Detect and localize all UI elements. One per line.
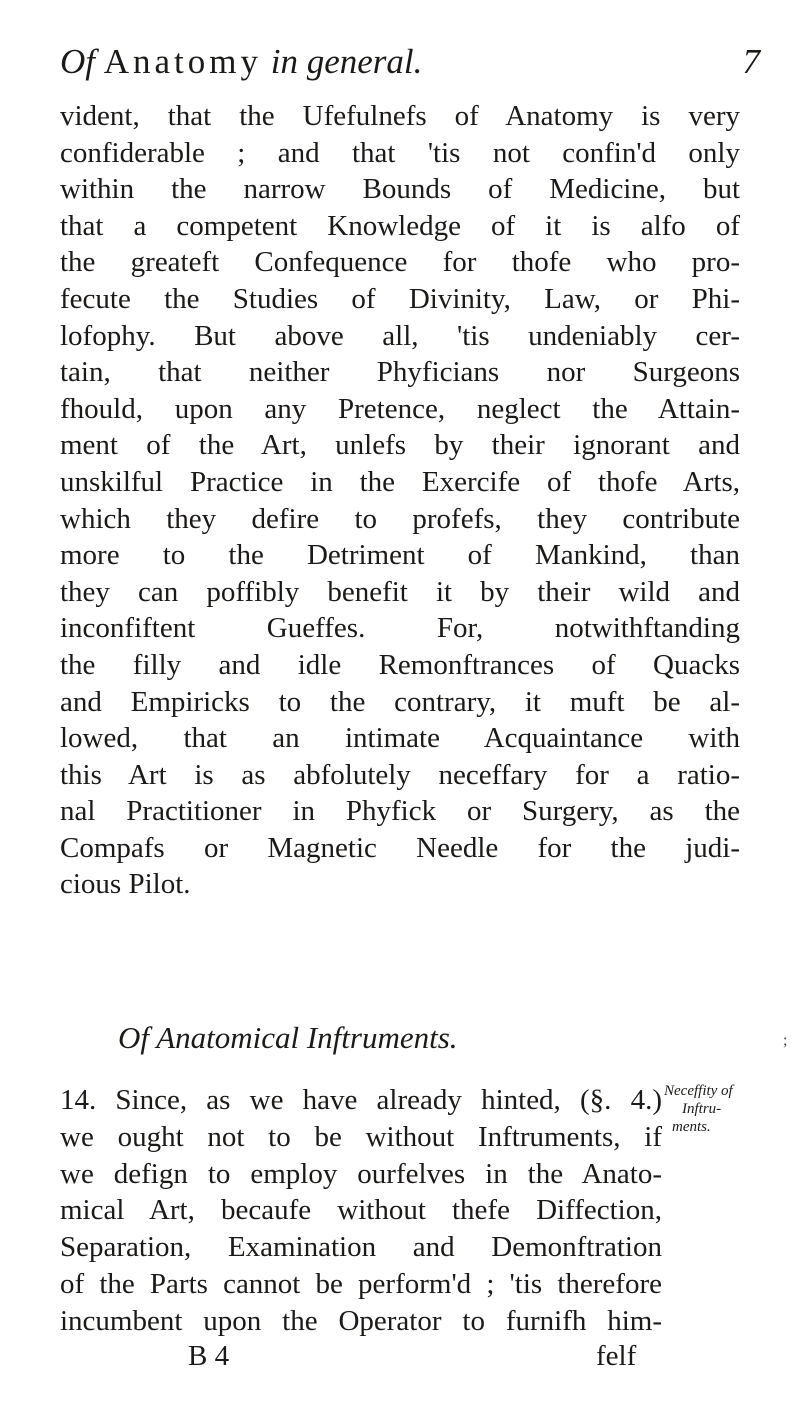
paragraph-1 bbox=[60, 98, 740, 903]
catchword: felf bbox=[596, 1340, 637, 1372]
running-head-anatomy: Anatomy bbox=[103, 42, 263, 81]
text-line: confiderable ; and that 'tis not confin'd only bbox=[60, 136, 740, 169]
text-line: lowed, that an intimate Acquaintance with bbox=[60, 722, 740, 755]
text-line: cious Pilot. bbox=[60, 868, 191, 901]
text-line: we ought not to be without Inftruments, if bbox=[60, 1120, 662, 1153]
margin-note-line: ments. bbox=[672, 1119, 711, 1135]
margin-mark: ; bbox=[783, 1032, 788, 1049]
text-line: and Empiricks to the contrary, it muft be al- bbox=[60, 685, 740, 718]
margin-note bbox=[664, 1082, 800, 1136]
text-line: Compafs or Magnetic Needle for the judi- bbox=[60, 831, 740, 864]
text-line: Separation, Examination and Demonftration bbox=[60, 1231, 662, 1264]
text-line: which they defire to profefs, they contribute bbox=[60, 502, 740, 535]
text-line: this Art is as abfolutely neceffary for a ratio- bbox=[60, 758, 740, 791]
margin-note-line: Inftru- bbox=[682, 1101, 722, 1117]
text-line: tain, that neither Phyficians nor Surgeons bbox=[60, 356, 740, 389]
text-line: that a competent Knowledge of it is alfo of bbox=[60, 209, 740, 242]
running-head-of: Of bbox=[60, 42, 95, 81]
text-line: fecute the Studies of Divinity, Law, or Phi- bbox=[60, 282, 740, 315]
text-line: nal Practitioner in Phyfick or Surgery, as the bbox=[60, 795, 740, 828]
text-line: unskilful Practice in the Exercife of thofe Arts, bbox=[60, 465, 740, 498]
text-line: mical Art, becaufe without thefe Diffection, bbox=[60, 1194, 662, 1227]
text-line: we defign to employ ourfelves in the Anato- bbox=[60, 1157, 662, 1190]
text-line: within the narrow Bounds of Medicine, but bbox=[60, 173, 740, 206]
paragraph-2 bbox=[60, 1082, 662, 1340]
text-line: ment of the Art, unlefs by their ignorant and bbox=[60, 429, 740, 462]
text-line: more to the Detriment of Mankind, than bbox=[60, 539, 740, 572]
text-line: they can poffibly benefit it by their wild and bbox=[60, 575, 740, 608]
signature-mark: B 4 bbox=[188, 1340, 230, 1372]
text-line: incumbent upon the Operator to furnifh him- bbox=[60, 1304, 662, 1337]
text-line: of the Parts cannot be perform'd ; 'tis therefore bbox=[60, 1267, 662, 1300]
text-line: the filly and idle Remonftrances of Quacks bbox=[60, 648, 740, 681]
page-number: 7 bbox=[742, 42, 760, 81]
text-line: fhould, upon any Pretence, neglect the Attain- bbox=[60, 392, 740, 425]
text-line: the greateft Confequence for thofe who pro- bbox=[60, 246, 740, 279]
text-line: vident, that the Ufefulnefs of Anatomy is very bbox=[60, 100, 740, 132]
running-head-in-general: in general. bbox=[270, 42, 423, 81]
running-head bbox=[60, 42, 760, 92]
text-line: inconfiftent Gueffes. For, notwithftanding bbox=[60, 612, 740, 645]
section-heading: Of Anatomical Inftruments. bbox=[118, 1020, 458, 1055]
running-head-title bbox=[60, 42, 422, 82]
text-line: lofophy. But above all, 'tis undeniably cer- bbox=[60, 319, 740, 352]
text-line: 14. Since, as we have already hinted, (§. 4.) bbox=[60, 1084, 662, 1116]
margin-note-line: Neceffity of bbox=[664, 1083, 733, 1099]
